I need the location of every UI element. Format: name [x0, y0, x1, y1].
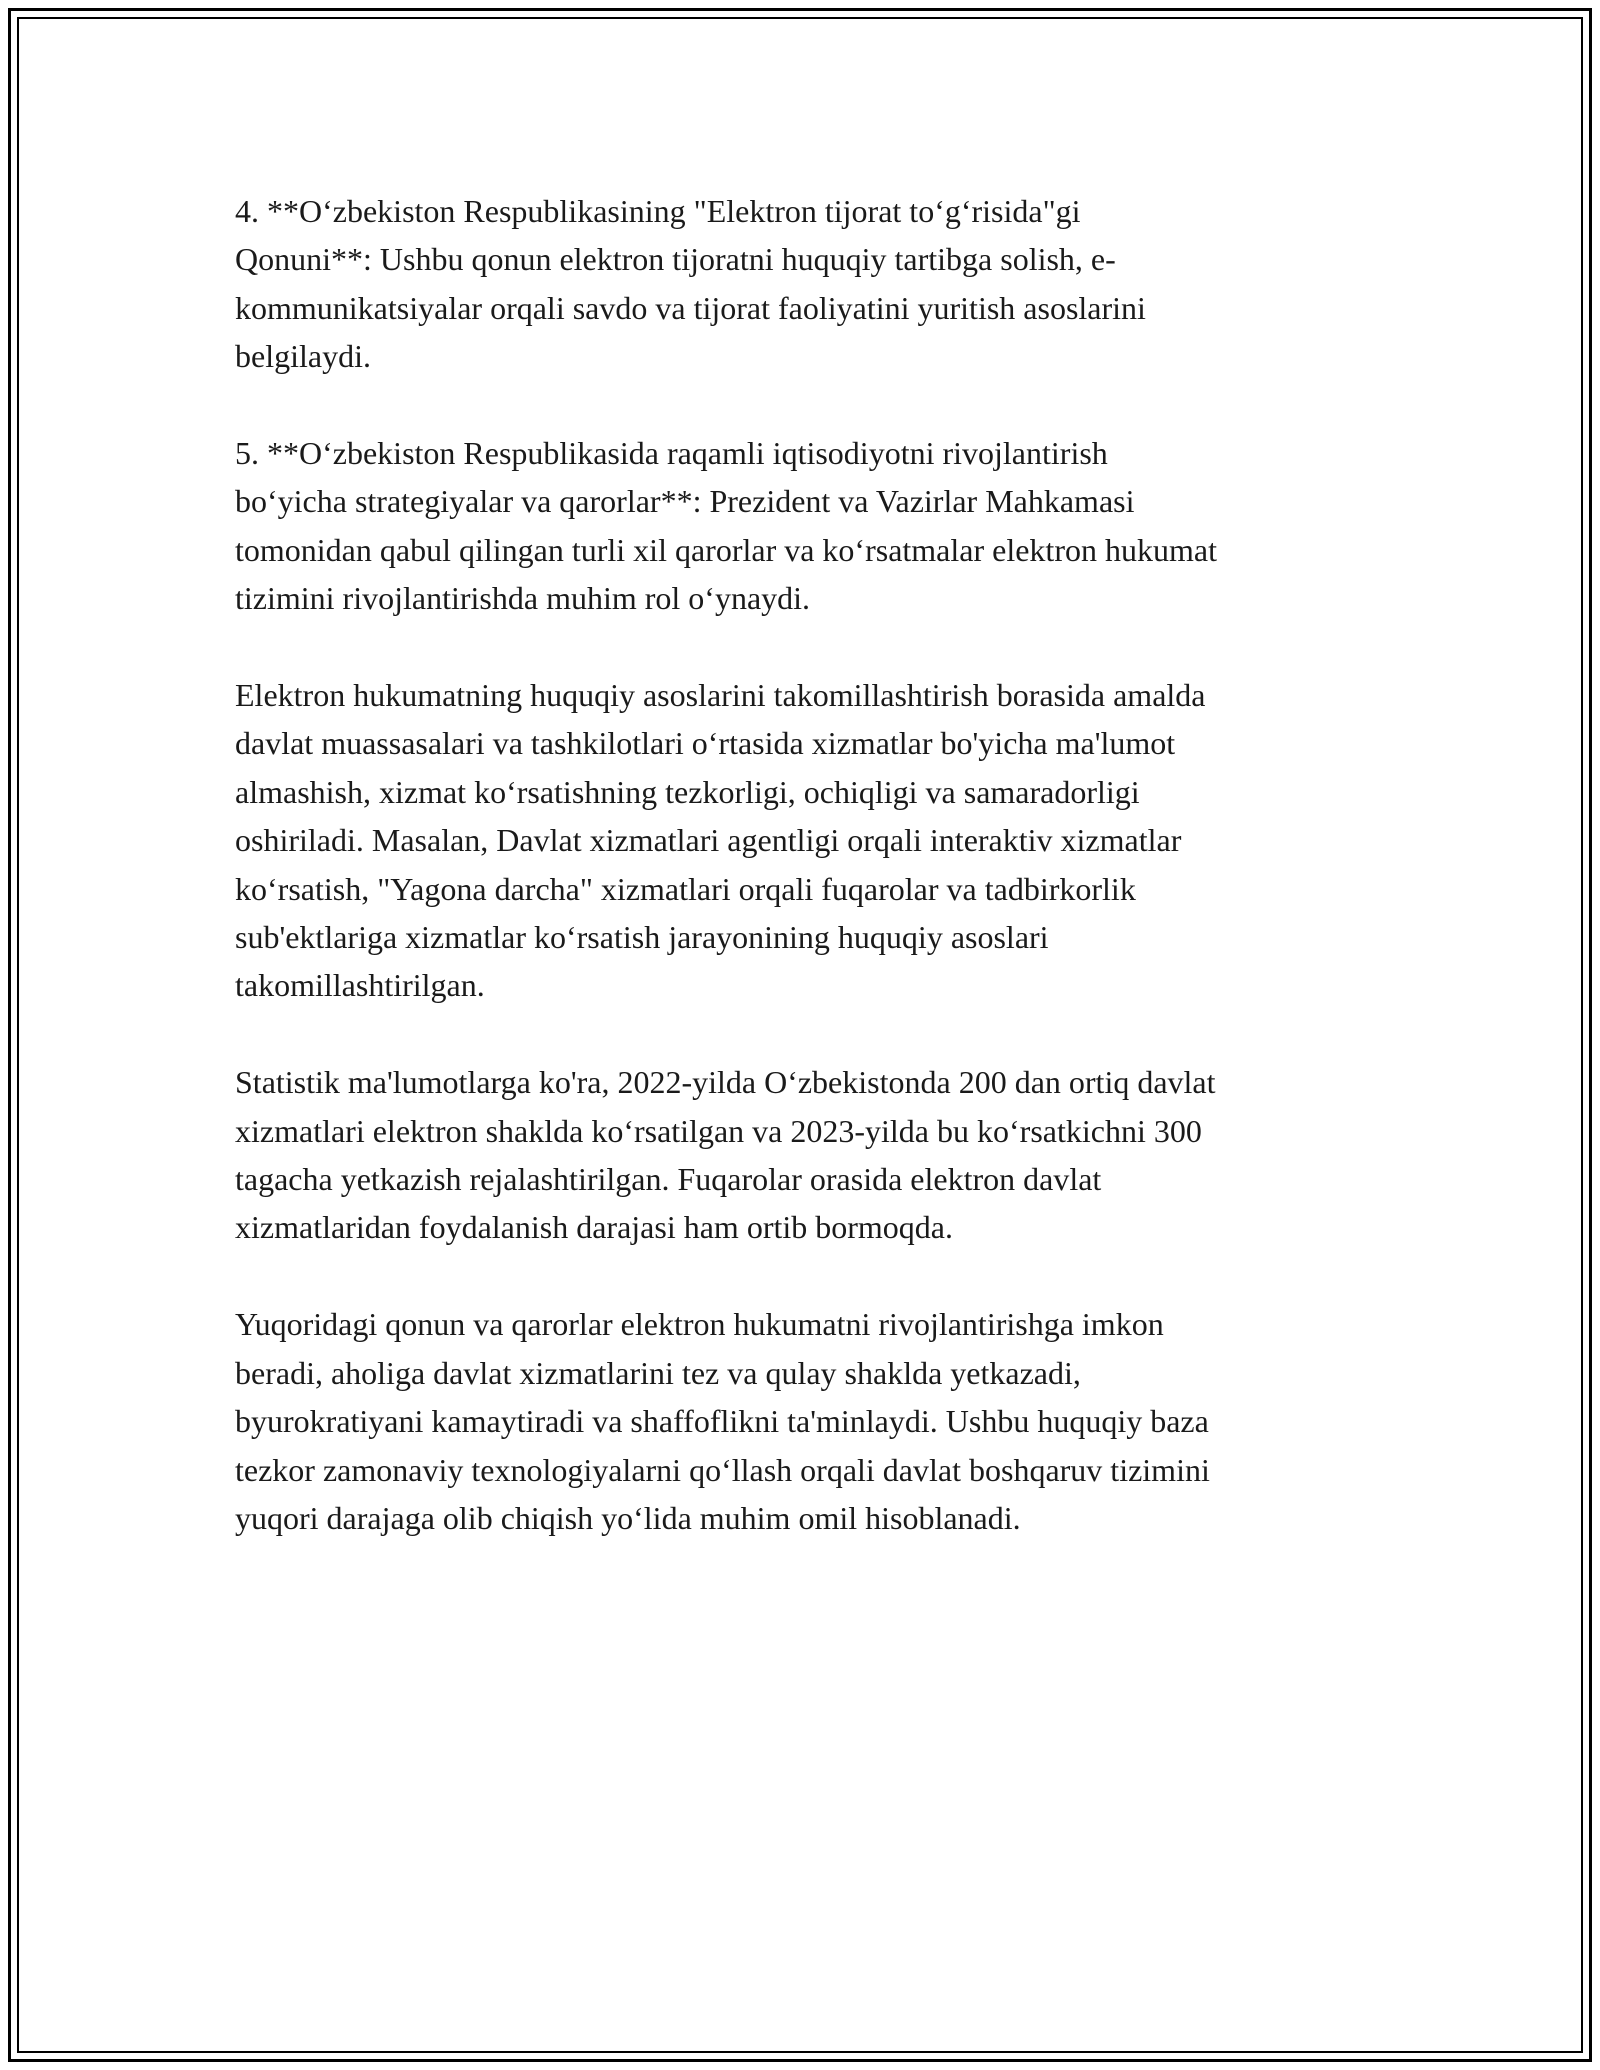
text-line: tomonidan qabul qilingan turli xil qarorlar va ko‘rsatmalar elektron hukumat: [235, 531, 1217, 568]
text-line: kommunikatsiyalar orqali savdo va tijorat faoliyatini yuritish asoslarini: [235, 289, 1146, 326]
text-line: ko‘rsatish, "Yagona darcha" xizmatlari orqali fuqarolar va tadbirkorlik: [235, 870, 1136, 907]
text-line: 5. **O‘zbekiston Respublikasida raqamli iqtisodiyotni rivojlantirish: [235, 435, 1108, 472]
document-body: [235, 187, 1375, 1591]
paragraph-digital-economy-strategy: [235, 429, 1375, 623]
text-line: tagacha yetkazish rejalashtirilgan. Fuqarolar orasida elektron davlat: [235, 1161, 1102, 1198]
text-line: beradi, aholiga davlat xizmatlarini tez va qulay shaklda yetkazadi,: [235, 1354, 1081, 1391]
text-line: Elektron hukumatning huquqiy asoslarini takomillashtirish borasida amalda: [235, 677, 1206, 714]
text-line: almashish, xizmat ko‘rsatishning tezkorligi, ochiqligi va samaradorligi: [235, 773, 1140, 810]
text-line: davlat muassasalari va tashkilotlari o‘rtasida xizmatlar bo'yicha ma'lumot: [235, 725, 1176, 762]
text-line: belgilaydi.: [235, 338, 371, 375]
text-line: sub'ektlariga xizmatlar ko‘rsatish jarayonining huquqiy asoslari: [235, 919, 1049, 956]
text-line: Yuqoridagi qonun va qarorlar elektron hukumatni rivojlantirishga imkon: [235, 1306, 1164, 1343]
text-line: tizimini rivojlantirishda muhim rol o‘ynaydi.: [235, 580, 811, 617]
text-line: byurokratiyani kamaytiradi va shaffoflikni ta'minlaydi. Ushbu huquqiy baza: [235, 1403, 1209, 1440]
text-line: oshiriladi. Masalan, Davlat xizmatlari agentligi orqali interaktiv xizmatlar: [235, 822, 1182, 859]
paragraph-conclusion: [235, 1300, 1375, 1542]
text-line: xizmatlaridan foydalanish darajasi ham ortib bormoqda.: [235, 1209, 953, 1246]
text-line: tezkor zamonaviy texnologiyalarni qo‘llash orqali davlat boshqaruv tizimini: [235, 1451, 1210, 1488]
text-line: takomillashtirilgan.: [235, 967, 485, 1004]
paragraph-law-electronic-commerce: [235, 187, 1375, 381]
text-line: 4. **O‘zbekiston Respublikasining "Elektron tijorat to‘g‘risida"gi: [235, 193, 1081, 229]
paragraph-legal-improvements: [235, 671, 1375, 1010]
paragraph-statistics: [235, 1058, 1375, 1252]
text-line: xizmatlari elektron shaklda ko‘rsatilgan va 2023-yilda bu ko‘rsatkichni 300: [235, 1112, 1202, 1149]
text-line: Statistik ma'lumotlarga ko'ra, 2022-yilda O‘zbekistonda 200 dan ortiq davlat: [235, 1064, 1216, 1101]
text-line: Qonuni**: Ushbu qonun elektron tijoratni huquqiy tartibga solish, e-: [235, 241, 1116, 278]
text-line: yuqori darajaga olib chiqish yo‘lida muhim omil hisoblanadi.: [235, 1499, 1021, 1536]
text-line: bo‘yicha strategiyalar va qarorlar**: Prezident va Vazirlar Mahkamasi: [235, 483, 1135, 520]
